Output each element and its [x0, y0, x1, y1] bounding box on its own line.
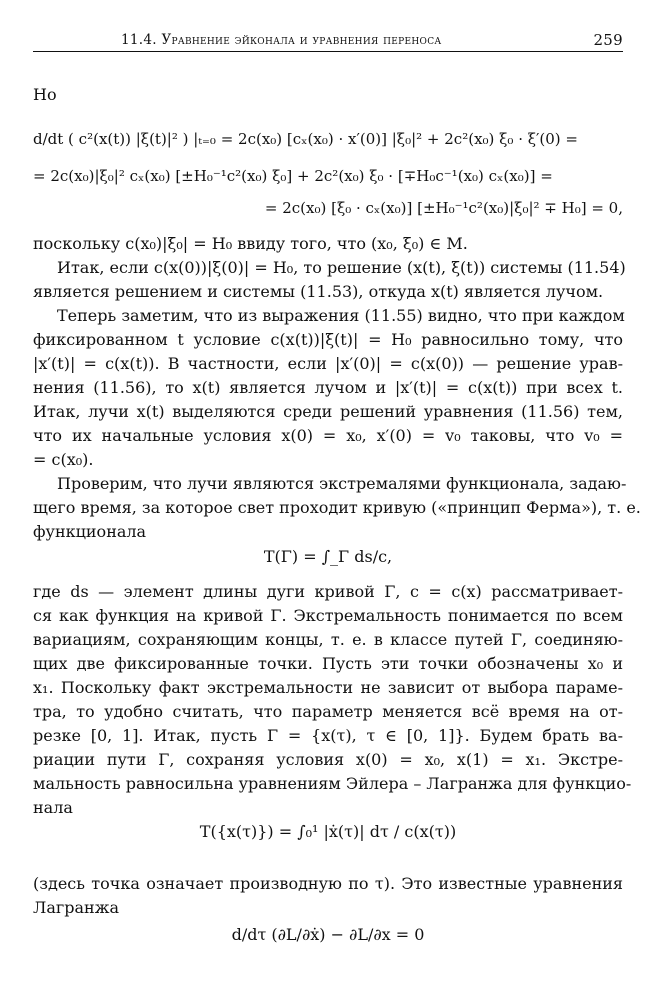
display-equation: d/dτ (∂L/∂ẋ) − ∂L/∂x = 0 [231, 925, 425, 944]
page-number: 259 [593, 31, 623, 49]
text-line: где ds — элемент длины дуги кривой Γ, c = c(x) рассматривает- [33, 582, 623, 601]
text-line: мальность равносильна уравнениям Эйлера – Лагранжа для функцио- [33, 774, 632, 793]
text-line: поскольку c(x₀)|ξ₀| = H₀ ввиду того, что (x₀, ξ₀) ∈ M. [33, 234, 468, 253]
running-head-title: 11.4. Уравнение эйконала и уравнения переноса [121, 32, 442, 48]
text-line: щих две фиксированные точки. Пусть эти точки обозначены x₀ и [33, 654, 623, 673]
text-line: что их начальные условия x(0) = x₀, x′(0) = v₀ таковы, что v₀ = [33, 426, 623, 445]
equation-line: = 2c(x₀)|ξ₀|² cₓ(x₀) [±H₀⁻¹c²(x₀) ξ₀] + 2c²(x₀) ξ₀ · [∓H₀c⁻¹(x₀) cₓ(x₀)] = [33, 167, 553, 185]
text-line: ся как функция на кривой Γ. Экстремальность понимается по всем [33, 606, 623, 625]
text-line: нения (11.56), то x(t) является лучом и |x′(t)| = c(x(t)) при всех t. [33, 378, 623, 397]
text-line: Итак, если c(x(0))|ξ(0)| = H₀, то решение (x(t), ξ(t)) системы (11.54) [57, 258, 626, 277]
text-line: Теперь заметим, что из выражения (11.55) видно, что при каждом [57, 306, 625, 325]
text-line: Проверим, что лучи являются экстремалями функционала, задаю- [57, 474, 627, 493]
text-line: Итак, лучи x(t) выделяются среди решений уравнения (11.56) тем, [33, 402, 623, 421]
text-line: вариациям, сохраняющим концы, т. е. в классе путей Γ, соединяю- [33, 630, 623, 649]
running-header [33, 29, 623, 52]
text-line: тра, то удобно считать, что параметр меняется всё время на от- [33, 702, 623, 721]
text-line: функционала [33, 522, 147, 541]
page [33, 0, 641, 984]
text-line: щего время, за которое свет проходит кривую («принцип Ферма»), т. е. [33, 498, 641, 517]
text-line: резке [0, 1]. Итак, пусть Γ = {x(τ), τ ∈ [0, 1]}. Будем брать ва- [33, 726, 623, 745]
text-line: Но [33, 85, 57, 104]
text-line: = c(x₀). [33, 450, 94, 469]
display-equation: T({x(τ)}) = ∫₀¹ |ẋ(τ)| dτ / c(x(τ)) [199, 822, 457, 841]
text-line: фиксированном t условие c(x(t))|ξ(t)| = H₀ равносильно тому, что [33, 330, 623, 349]
text-line: |x′(t)| = c(x(t)). В частности, если |x′(0)| = c(x(0)) — решение урав- [33, 354, 623, 373]
text-line: риации пути Γ, сохраняя условия x(0) = x₀, x(1) = x₁. Экстре- [33, 750, 623, 769]
equation-line: = 2c(x₀) [ξ₀ · cₓ(x₀)] [±H₀⁻¹c²(x₀)|ξ₀|² ∓ H₀] = 0, [264, 199, 623, 217]
display-equation: T(Γ) = ∫_Γ ds/c, [263, 547, 393, 566]
text-line: Лагранжа [33, 898, 119, 917]
text-line: (здесь точка означает производную по τ). Это известные уравнения [33, 874, 623, 893]
text-line: является решением и системы (11.53), откуда x(t) является лучом. [33, 282, 604, 301]
equation-line: d/dt ( c²(x(t)) |ξ(t)|² ) |ₜ₌₀ = 2c(x₀) [cₓ(x₀) · x′(0)] |ξ₀|² + 2c²(x₀) ξ₀ · ξ′(0) = [33, 130, 578, 148]
text-line: x₁. Поскольку факт экстремальности не зависит от выбора параме- [33, 678, 623, 697]
text-line: нала [33, 798, 73, 817]
